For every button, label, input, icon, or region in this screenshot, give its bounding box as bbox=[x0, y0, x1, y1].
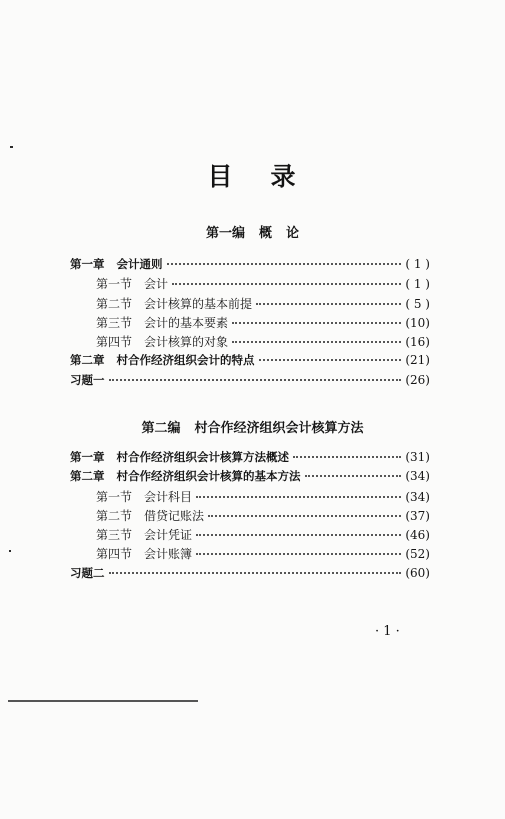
leader-dots bbox=[256, 303, 401, 305]
entry-page: (34) bbox=[405, 489, 430, 504]
entry-page: (34) bbox=[405, 469, 430, 484]
page-title bbox=[0, 157, 505, 193]
entry-page: (10) bbox=[405, 315, 430, 330]
part-label: 第一编 bbox=[205, 226, 245, 241]
entry-number: 第三节 bbox=[96, 528, 133, 543]
toc-entry bbox=[70, 275, 430, 294]
toc-list-part-2 bbox=[70, 449, 430, 584]
toc-entry bbox=[70, 526, 430, 545]
leader-dots bbox=[208, 515, 401, 517]
toc-entry bbox=[70, 488, 430, 507]
entry-number: 第二章 bbox=[70, 469, 105, 484]
toc-entry bbox=[70, 565, 430, 584]
entry-page: (21) bbox=[405, 353, 430, 368]
entry-page: (16) bbox=[405, 335, 430, 350]
entry-page: (52) bbox=[405, 547, 430, 562]
entry-page: (26) bbox=[405, 372, 430, 387]
toc-entry bbox=[70, 314, 430, 333]
page-number: · 1 · bbox=[375, 624, 400, 639]
entry-number: 第三节 bbox=[96, 315, 133, 330]
leader-dots bbox=[196, 534, 401, 536]
leader-dots bbox=[259, 359, 402, 361]
entry-page: ( 1 ) bbox=[405, 277, 430, 292]
part-label: 第二编 bbox=[141, 421, 181, 436]
toc-entry bbox=[70, 295, 430, 314]
part-title-2 bbox=[0, 417, 505, 436]
toc-entry bbox=[70, 449, 430, 468]
scan-speck bbox=[9, 550, 11, 552]
toc-entry bbox=[70, 545, 430, 564]
entry-page: (31) bbox=[405, 450, 430, 464]
leader-dots bbox=[293, 456, 401, 458]
leader-dots bbox=[196, 496, 401, 498]
entry-title: 村合作经济组织会计核算的基本方法 bbox=[116, 469, 301, 484]
entry-title: 会计科目 bbox=[144, 489, 193, 504]
entry-title: 会计 bbox=[144, 277, 169, 292]
entry-title: 会计通则 bbox=[116, 257, 163, 271]
leader-dots bbox=[305, 475, 402, 477]
entry-number: 第四节 bbox=[96, 547, 133, 562]
entry-number: 第一节 bbox=[96, 277, 133, 292]
toc-entry bbox=[70, 468, 430, 487]
leader-dots bbox=[172, 283, 401, 285]
title-char-1: 目 bbox=[207, 162, 235, 191]
scan-speck bbox=[10, 146, 13, 148]
leader-dots bbox=[167, 263, 402, 265]
entry-number: 第一章 bbox=[70, 257, 105, 271]
title-char-2: 录 bbox=[270, 162, 298, 191]
entry-title: 村合作经济组织会计核算方法概述 bbox=[116, 450, 289, 464]
entry-number: 第一章 bbox=[70, 450, 105, 464]
entry-title: 村合作经济组织会计的特点 bbox=[116, 353, 255, 368]
toc-entry bbox=[70, 372, 430, 391]
entry-number: 习题二 bbox=[70, 565, 105, 580]
toc-entry bbox=[70, 507, 430, 526]
entry-title: 会计核算的基本前提 bbox=[144, 296, 253, 311]
part-name-b: 论 bbox=[286, 226, 300, 241]
entry-number: 第四节 bbox=[96, 335, 133, 350]
entry-number: 第一节 bbox=[96, 489, 133, 504]
entry-number: 第二节 bbox=[96, 296, 133, 311]
leader-dots bbox=[232, 341, 401, 343]
entry-title: 会计凭证 bbox=[144, 528, 193, 543]
toc-entry bbox=[70, 256, 430, 275]
part-name-a: 村合作经济组织会计核算方法 bbox=[194, 421, 364, 436]
toc-list-part-1 bbox=[70, 256, 430, 391]
leader-dots bbox=[196, 553, 401, 555]
toc-entry bbox=[70, 352, 430, 371]
leader-dots bbox=[109, 379, 402, 381]
entry-page: (46) bbox=[405, 528, 430, 543]
leader-dots bbox=[109, 572, 402, 574]
entry-number: 第二节 bbox=[96, 508, 133, 523]
leader-dots bbox=[232, 322, 401, 324]
entry-title: 会计核算的对象 bbox=[144, 335, 229, 350]
entry-title: 会计账簿 bbox=[144, 547, 193, 562]
entry-page: ( 5 ) bbox=[405, 296, 430, 311]
scan-line bbox=[8, 700, 198, 702]
entry-number: 第二章 bbox=[70, 353, 105, 368]
toc-entry bbox=[70, 333, 430, 352]
entry-number: 习题一 bbox=[70, 372, 105, 387]
entry-title: 借贷记账法 bbox=[144, 508, 205, 523]
entry-title: 会计的基本要素 bbox=[144, 315, 229, 330]
part-name-a: 概 bbox=[258, 226, 272, 241]
entry-page: (60) bbox=[405, 565, 430, 580]
entry-page: (37) bbox=[405, 508, 430, 523]
entry-page: ( 1 ) bbox=[405, 257, 430, 271]
part-title-1 bbox=[0, 222, 505, 241]
